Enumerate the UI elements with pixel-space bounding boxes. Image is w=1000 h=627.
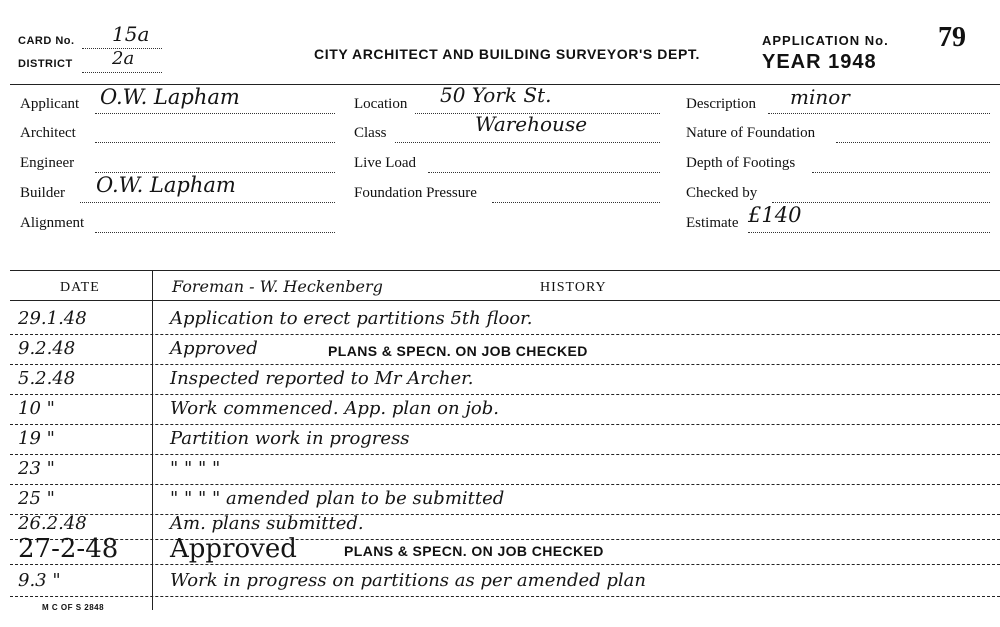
history-row-rule — [10, 596, 1000, 597]
history-row-date: 25 " — [18, 488, 55, 509]
alignment-label: Alignment — [20, 215, 85, 231]
depth-of-footings-label: Depth of Footings — [686, 155, 796, 171]
history-row-text: Application to erect partitions 5th floor. — [170, 308, 533, 329]
district-label: DISTRICT — [18, 58, 73, 70]
history-row-rule — [10, 484, 1000, 485]
year-label: YEAR 1948 — [762, 51, 877, 73]
history-row-date: 9.3 " — [18, 570, 61, 591]
applicant-value: O.W. Lapham — [100, 85, 240, 109]
live-load-line — [428, 172, 660, 173]
approval-stamp: PLANS & SPECN. ON JOB CHECKED — [344, 543, 604, 559]
history-header-rule — [10, 300, 1000, 301]
history-row-text: " " " " — [170, 458, 221, 479]
history-row-rule — [10, 514, 1000, 515]
history-row-rule — [10, 539, 1000, 540]
nature-line — [836, 142, 990, 143]
applicant-line — [95, 113, 335, 114]
history-row-text: Partition work in progress — [170, 428, 410, 449]
class-label: Class — [354, 125, 387, 141]
estimate-value: £140 — [748, 203, 802, 227]
class-value: Warehouse — [475, 112, 588, 136]
history-row-text: Am. plans submitted. — [170, 513, 364, 534]
foreman-note: Foreman - W. Heckenberg — [172, 277, 383, 296]
engineer-label: Engineer — [20, 155, 75, 171]
estimate-label: Estimate — [686, 215, 739, 231]
builder-value: O.W. Lapham — [96, 173, 236, 197]
checked-by-label: Checked by — [686, 185, 758, 201]
foundation-pressure-line — [492, 202, 660, 203]
history-row-date: 23 " — [18, 458, 55, 479]
checked-line — [772, 202, 990, 203]
location-label: Location — [354, 96, 408, 112]
history-top-rule — [10, 270, 1000, 271]
history-row-text: Work commenced. App. plan on job. — [170, 398, 499, 419]
history-row-date: 26.2.48 — [18, 513, 87, 534]
history-column-header: HISTORY — [540, 280, 607, 295]
live-load-label: Live Load — [354, 155, 417, 171]
history-row-date: 9.2.48 — [18, 338, 76, 359]
history-row-text: Work in progress on partitions as per amended plan — [170, 570, 646, 591]
history-row-date: 5.2.48 — [18, 368, 76, 389]
estimate-line — [748, 232, 990, 233]
history-row-date: 29.1.48 — [18, 308, 87, 329]
date-column-header: DATE — [60, 280, 100, 295]
history-row-date: 10 " — [18, 398, 55, 419]
history-row-text: Approved — [170, 534, 297, 564]
description-label: Description — [686, 96, 756, 112]
district-value: 2a — [112, 48, 135, 69]
card-no-label: CARD No. — [18, 35, 75, 47]
application-no-value: 79 — [938, 22, 966, 53]
date-column-divider — [152, 270, 153, 610]
builder-label: Builder — [20, 185, 65, 201]
location-value: 50 York St. — [440, 83, 552, 107]
architect-line — [95, 142, 335, 143]
application-no-label: APPLICATION No. — [762, 33, 889, 48]
class-line — [395, 142, 660, 143]
history-row-date: 27-2-48 — [18, 534, 119, 564]
history-row-text: Approved — [170, 338, 258, 359]
history-row-text: " " " " amended plan to be submitted — [170, 488, 505, 509]
history-row-rule — [10, 454, 1000, 455]
history-row-rule — [10, 364, 1000, 365]
history-row-rule — [10, 564, 1000, 565]
foundation-pressure-label: Foundation Pressure — [354, 185, 477, 201]
alignment-line — [95, 232, 335, 233]
department-title: CITY ARCHITECT AND BUILDING SURVEYOR'S DEPT. — [314, 46, 700, 62]
history-row-date: 19 " — [18, 428, 55, 449]
builder-line — [80, 202, 335, 203]
description-line — [768, 113, 990, 114]
depth-line — [812, 172, 990, 173]
district-line — [82, 72, 162, 73]
card-no-value: 15a — [112, 22, 150, 46]
history-row-rule — [10, 424, 1000, 425]
form-code: M C OF S 2848 — [42, 603, 105, 612]
architect-label: Architect — [20, 125, 76, 141]
nature-of-foundation-label: Nature of Foundation — [686, 125, 816, 141]
approval-stamp: PLANS & SPECN. ON JOB CHECKED — [328, 343, 588, 359]
history-row-text: Inspected reported to Mr Archer. — [170, 368, 474, 389]
history-row-rule — [10, 334, 1000, 335]
applicant-label: Applicant — [20, 96, 80, 112]
description-value: minor — [790, 85, 850, 109]
history-row-rule — [10, 394, 1000, 395]
